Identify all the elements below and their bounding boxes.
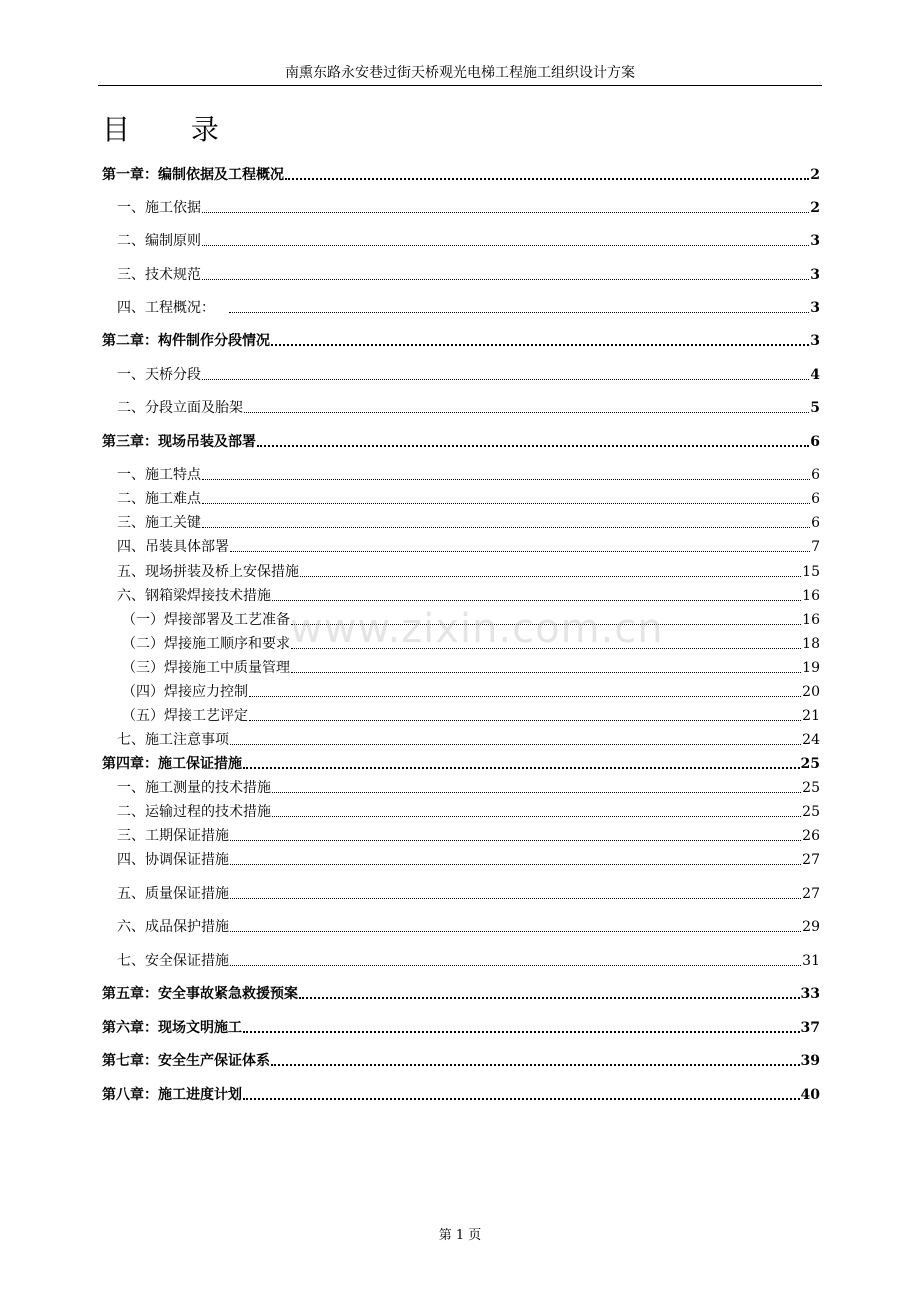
toc-entry-label: 二、编制原则 bbox=[117, 233, 201, 249]
toc-entry-page: 29 bbox=[802, 919, 820, 935]
toc-entry-page: 16 bbox=[802, 588, 820, 604]
toc-entry-page: 40 bbox=[800, 1087, 820, 1103]
toc-entry-page: 6 bbox=[811, 467, 820, 483]
toc-entry-page: 5 bbox=[810, 400, 820, 416]
toc-entry-label: （三）焊接施工中质量管理 bbox=[122, 660, 290, 676]
dot-leader bbox=[285, 178, 809, 180]
page-number-footer: 第 1 页 bbox=[438, 1228, 482, 1243]
toc-section[interactable] bbox=[117, 778, 820, 798]
toc-section[interactable] bbox=[117, 465, 820, 485]
dot-leader bbox=[249, 720, 801, 721]
toc-entry-label: 第五章：安全事故紧急救援预案 bbox=[102, 986, 298, 1002]
toc-entry-label: 四、工程概况： bbox=[117, 300, 215, 316]
toc-entry-page: 4 bbox=[810, 367, 820, 383]
dot-leader bbox=[243, 767, 800, 769]
toc-chapter-6[interactable] bbox=[102, 1018, 820, 1038]
toc-section[interactable] bbox=[117, 365, 820, 385]
toc-subsection[interactable] bbox=[122, 682, 820, 702]
dot-leader bbox=[291, 672, 801, 673]
toc-entry-label: 一、施工依据 bbox=[117, 200, 201, 216]
toc-section[interactable] bbox=[117, 537, 820, 557]
dot-leader bbox=[202, 379, 809, 380]
toc-entry-label: （二）焊接施工顺序和要求 bbox=[122, 636, 290, 652]
toc-section[interactable] bbox=[117, 802, 820, 822]
toc-entry-page: 33 bbox=[800, 986, 820, 1002]
toc-entry-label: 二、施工难点 bbox=[117, 491, 201, 507]
toc-entry-page: 18 bbox=[802, 636, 820, 652]
toc-entry-label: 五、质量保证措施 bbox=[117, 886, 229, 902]
toc-entry-page: 20 bbox=[802, 684, 820, 700]
toc-section[interactable] bbox=[117, 562, 820, 582]
dot-leader bbox=[243, 1098, 800, 1100]
dot-leader bbox=[272, 600, 801, 601]
toc-entry-label: （四）焊接应力控制 bbox=[122, 684, 248, 700]
toc-chapter-2[interactable] bbox=[102, 331, 820, 351]
toc-entry-page: 25 bbox=[800, 756, 820, 772]
toc-entry-label: 一、施工测量的技术措施 bbox=[117, 780, 271, 796]
toc-section[interactable] bbox=[117, 298, 820, 318]
toc-entry-page: 19 bbox=[802, 660, 820, 676]
toc-entry-page: 3 bbox=[810, 233, 820, 249]
toc-entry-page: 6 bbox=[811, 515, 820, 531]
toc-entry-label: 第四章：施工保证措施 bbox=[102, 756, 242, 772]
dot-leader bbox=[230, 931, 801, 932]
toc-section[interactable] bbox=[117, 198, 820, 218]
toc-entry-label: 三、工期保证措施 bbox=[117, 828, 229, 844]
toc-entry-label: （五）焊接工艺评定 bbox=[122, 708, 248, 724]
toc-entry-label: 四、协调保证措施 bbox=[117, 852, 229, 868]
toc-entry-page: 37 bbox=[800, 1020, 820, 1036]
toc-chapter-8[interactable] bbox=[102, 1085, 820, 1105]
toc-chapter-1[interactable] bbox=[102, 165, 820, 185]
toc-entry-label: 第二章：构件制作分段情况 bbox=[102, 333, 270, 349]
toc-entry-label: 五、现场拼装及桥上安保措施 bbox=[117, 564, 299, 580]
dot-leader bbox=[230, 744, 801, 745]
running-header: 南熏东路永安巷过街天桥观光电梯工程施工组织设计方案 bbox=[285, 65, 635, 81]
dot-leader bbox=[229, 312, 809, 313]
toc-section[interactable] bbox=[117, 884, 820, 904]
toc-section[interactable] bbox=[117, 265, 820, 285]
dot-leader bbox=[249, 696, 801, 697]
toc-chapter-4[interactable] bbox=[102, 754, 820, 774]
toc-entry-page: 7 bbox=[811, 539, 820, 555]
toc-entry-label: 四、吊装具体部署 bbox=[117, 539, 229, 555]
toc-entry-label: 一、天桥分段 bbox=[117, 367, 201, 383]
dot-leader bbox=[230, 965, 801, 966]
toc-entry-label: （一）焊接部署及工艺准备 bbox=[122, 612, 290, 628]
toc-entry-label: 六、钢箱梁焊接技术措施 bbox=[117, 588, 271, 604]
watermark: www.zixin.com.cn bbox=[290, 606, 664, 652]
dot-leader bbox=[230, 840, 801, 841]
toc-section[interactable] bbox=[117, 850, 820, 870]
toc-entry-page: 21 bbox=[802, 708, 820, 724]
toc-chapter-3[interactable] bbox=[102, 432, 820, 452]
toc-section[interactable] bbox=[117, 513, 820, 533]
toc-entry-label: 七、安全保证措施 bbox=[117, 953, 229, 969]
dot-leader bbox=[243, 1031, 800, 1033]
dot-leader bbox=[271, 1064, 800, 1066]
toc-section[interactable] bbox=[117, 231, 820, 251]
toc-entry-label: 第三章：现场吊装及部署 bbox=[102, 434, 256, 450]
dot-leader bbox=[202, 479, 810, 480]
toc-entry-label: 六、成品保护措施 bbox=[117, 919, 229, 935]
toc-entry-label: 二、运输过程的技术措施 bbox=[117, 804, 271, 820]
toc-subsection[interactable] bbox=[122, 706, 820, 726]
toc-entry-label: 三、技术规范 bbox=[117, 267, 201, 283]
toc-entry-label: 第六章：现场文明施工 bbox=[102, 1020, 242, 1036]
dot-leader bbox=[244, 412, 809, 413]
toc-entry-page: 2 bbox=[810, 200, 820, 216]
dot-leader bbox=[271, 344, 809, 346]
toc-entry-page: 3 bbox=[810, 300, 820, 316]
toc-section[interactable] bbox=[117, 951, 820, 971]
dot-leader bbox=[202, 279, 809, 280]
toc-title: 目 录 bbox=[102, 113, 245, 146]
dot-leader bbox=[202, 503, 810, 504]
toc-entry-page: 39 bbox=[800, 1053, 820, 1069]
dot-leader bbox=[299, 997, 800, 999]
toc-chapter-7[interactable] bbox=[102, 1051, 820, 1071]
toc-entry-page: 27 bbox=[802, 886, 820, 902]
toc-entry-label: 一、施工特点 bbox=[117, 467, 201, 483]
dot-leader bbox=[230, 898, 801, 899]
toc-entry-label: 二、分段立面及胎架 bbox=[117, 400, 243, 416]
dot-leader bbox=[202, 245, 809, 246]
toc-entry-page: 25 bbox=[802, 780, 820, 796]
dot-leader bbox=[257, 445, 809, 447]
toc-chapter-5[interactable] bbox=[102, 984, 820, 1004]
toc-entry-page: 31 bbox=[802, 953, 820, 969]
toc-entry-label: 第七章：安全生产保证体系 bbox=[102, 1053, 270, 1069]
toc-entry-page: 25 bbox=[802, 804, 820, 820]
toc-section[interactable] bbox=[117, 398, 820, 418]
dot-leader bbox=[300, 576, 801, 577]
dot-leader bbox=[230, 864, 801, 865]
toc-entry-page: 27 bbox=[802, 852, 820, 868]
toc-entry-page: 15 bbox=[802, 564, 820, 580]
toc-entry-page: 6 bbox=[811, 491, 820, 507]
toc-entry-page: 3 bbox=[810, 267, 820, 283]
toc-section[interactable] bbox=[117, 489, 820, 509]
toc-entry-label: 第八章：施工进度计划 bbox=[102, 1087, 242, 1103]
toc-section[interactable] bbox=[117, 730, 820, 750]
toc-entry-page: 2 bbox=[810, 167, 820, 183]
toc-subsection[interactable] bbox=[122, 658, 820, 678]
toc-section[interactable] bbox=[117, 826, 820, 846]
toc-entry-page: 3 bbox=[810, 333, 820, 349]
dot-leader bbox=[272, 816, 801, 817]
toc-entry-label: 三、施工关键 bbox=[117, 515, 201, 531]
dot-leader bbox=[272, 792, 801, 793]
toc-entry-label: 七、施工注意事项 bbox=[117, 732, 229, 748]
dot-leader bbox=[202, 527, 810, 528]
toc-section[interactable] bbox=[117, 917, 820, 937]
toc-entry-label: 第一章：编制依据及工程概况 bbox=[102, 167, 284, 183]
toc-section[interactable] bbox=[117, 586, 820, 606]
toc-entry-page: 24 bbox=[802, 732, 820, 748]
dot-leader bbox=[202, 212, 809, 213]
toc-entry-page: 16 bbox=[802, 612, 820, 628]
toc-entry-page: 6 bbox=[810, 434, 820, 450]
toc-entry-page: 26 bbox=[802, 828, 820, 844]
dot-leader bbox=[230, 551, 810, 552]
